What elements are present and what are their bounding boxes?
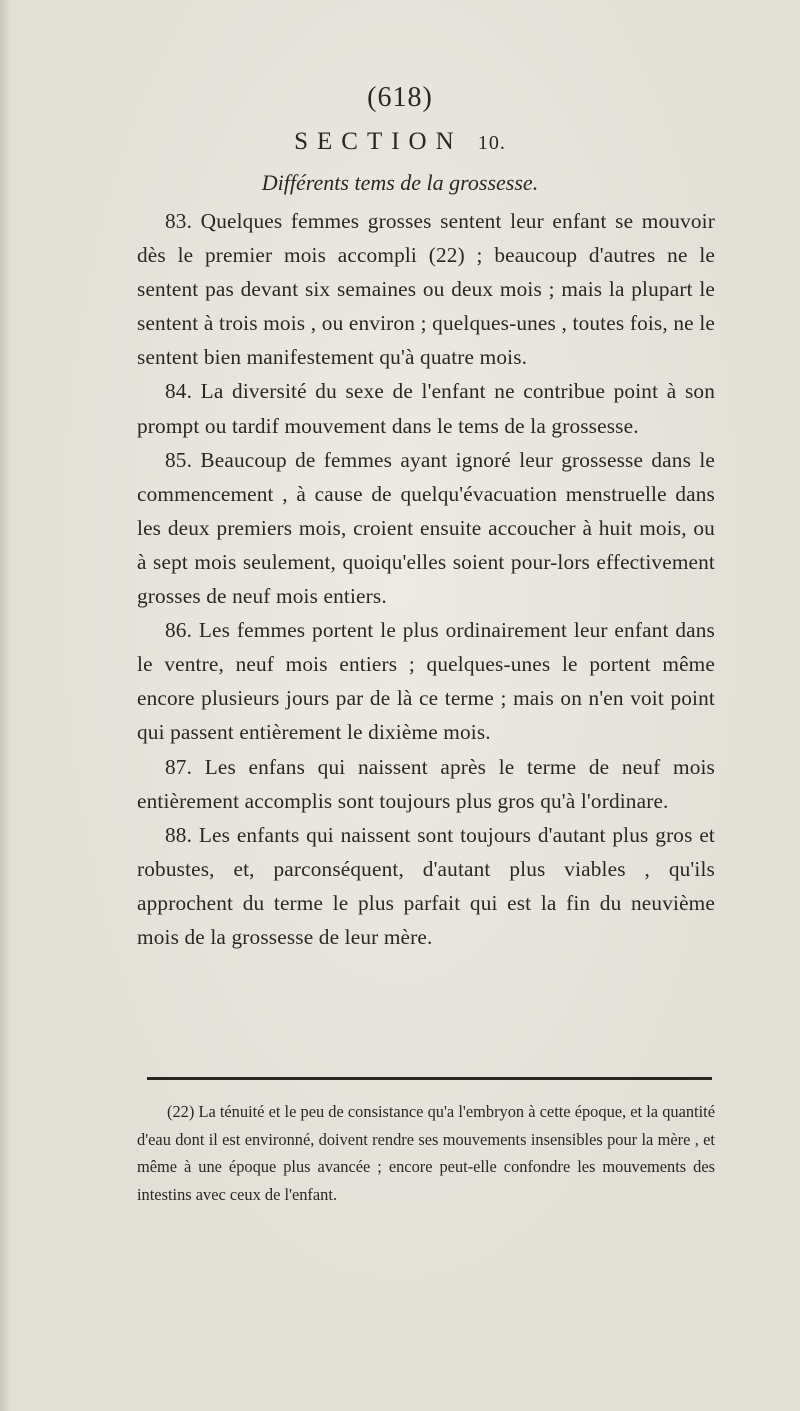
section-number: 10. xyxy=(477,132,506,154)
paragraph-83: 83. Quelques femmes grosses sentent leur enfant se mouvoir dès le premier mois accompli (22) ; beaucoup d'autres ne le sentent pas devant six semaines ou deux mois ; mais la plupart le sentent à trois mois , ou environ ; quelques-unes , toutes fois, ne le sentent bien manifestement qu'à quatre mois. xyxy=(137,209,715,370)
paragraph-86: 86. Les femmes portent le plus ordinairement leur enfant dans le ventre, neuf mois entiers ; quelques-unes le portent même encore plusieurs jours par de là ce terme ; mais on n'en voit point qui passent entièrement le dixième mois. xyxy=(137,618,715,745)
section-heading xyxy=(0,128,800,156)
paragraph-84: 84. La diversité du sexe de l'enfant ne contribue point à son prompt ou tardif mouvement dans le tems de la grossesse. xyxy=(137,379,715,438)
footnote xyxy=(137,1098,715,1208)
footnote-22: (22) La ténuité et le peu de consistance qu'a l'embryon à cette époque, et la quantité d'eau dont il est environné, doivent rendre ses mouvements insensibles pour la mère , et même à une époque plus avancée ; encore peut-elle confondre les mouvements des intestins avec ceux de l'enfant. xyxy=(137,1102,715,1204)
section-subtitle: Différents tems de la grossesse. xyxy=(261,170,539,195)
body-text xyxy=(137,204,715,954)
paragraph-87: 87. Les enfans qui naissent après le terme de neuf mois entièrement accomplis sont toujours plus gros qu'à l'ordinare. xyxy=(137,754,715,813)
paragraph-85: 85. Beaucoup de femmes ayant ignoré leur grossesse dans le commencement , à cause de quelqu'évacuation menstruelle dans les deux premiers mois, croient ensuite accoucher à huit mois, ou à sept mois seulement, quoiqu'elles soient pour-lors effectivement grosses de neuf mois entiers. xyxy=(137,447,715,609)
page-edge-shadow xyxy=(0,0,10,1411)
page-number: (618) xyxy=(367,82,433,113)
footnote-separator-rule xyxy=(147,1077,712,1080)
paragraph-88: 88. Les enfants qui naissent sont toujours d'autant plus gros et robustes, et, parconséquent, d'autant plus viables , qu'ils approchent du terme le plus parfait qui est la fin du neuvième mois de la grossesse de leur mère. xyxy=(137,822,715,949)
section-label: SECTION xyxy=(294,128,463,155)
